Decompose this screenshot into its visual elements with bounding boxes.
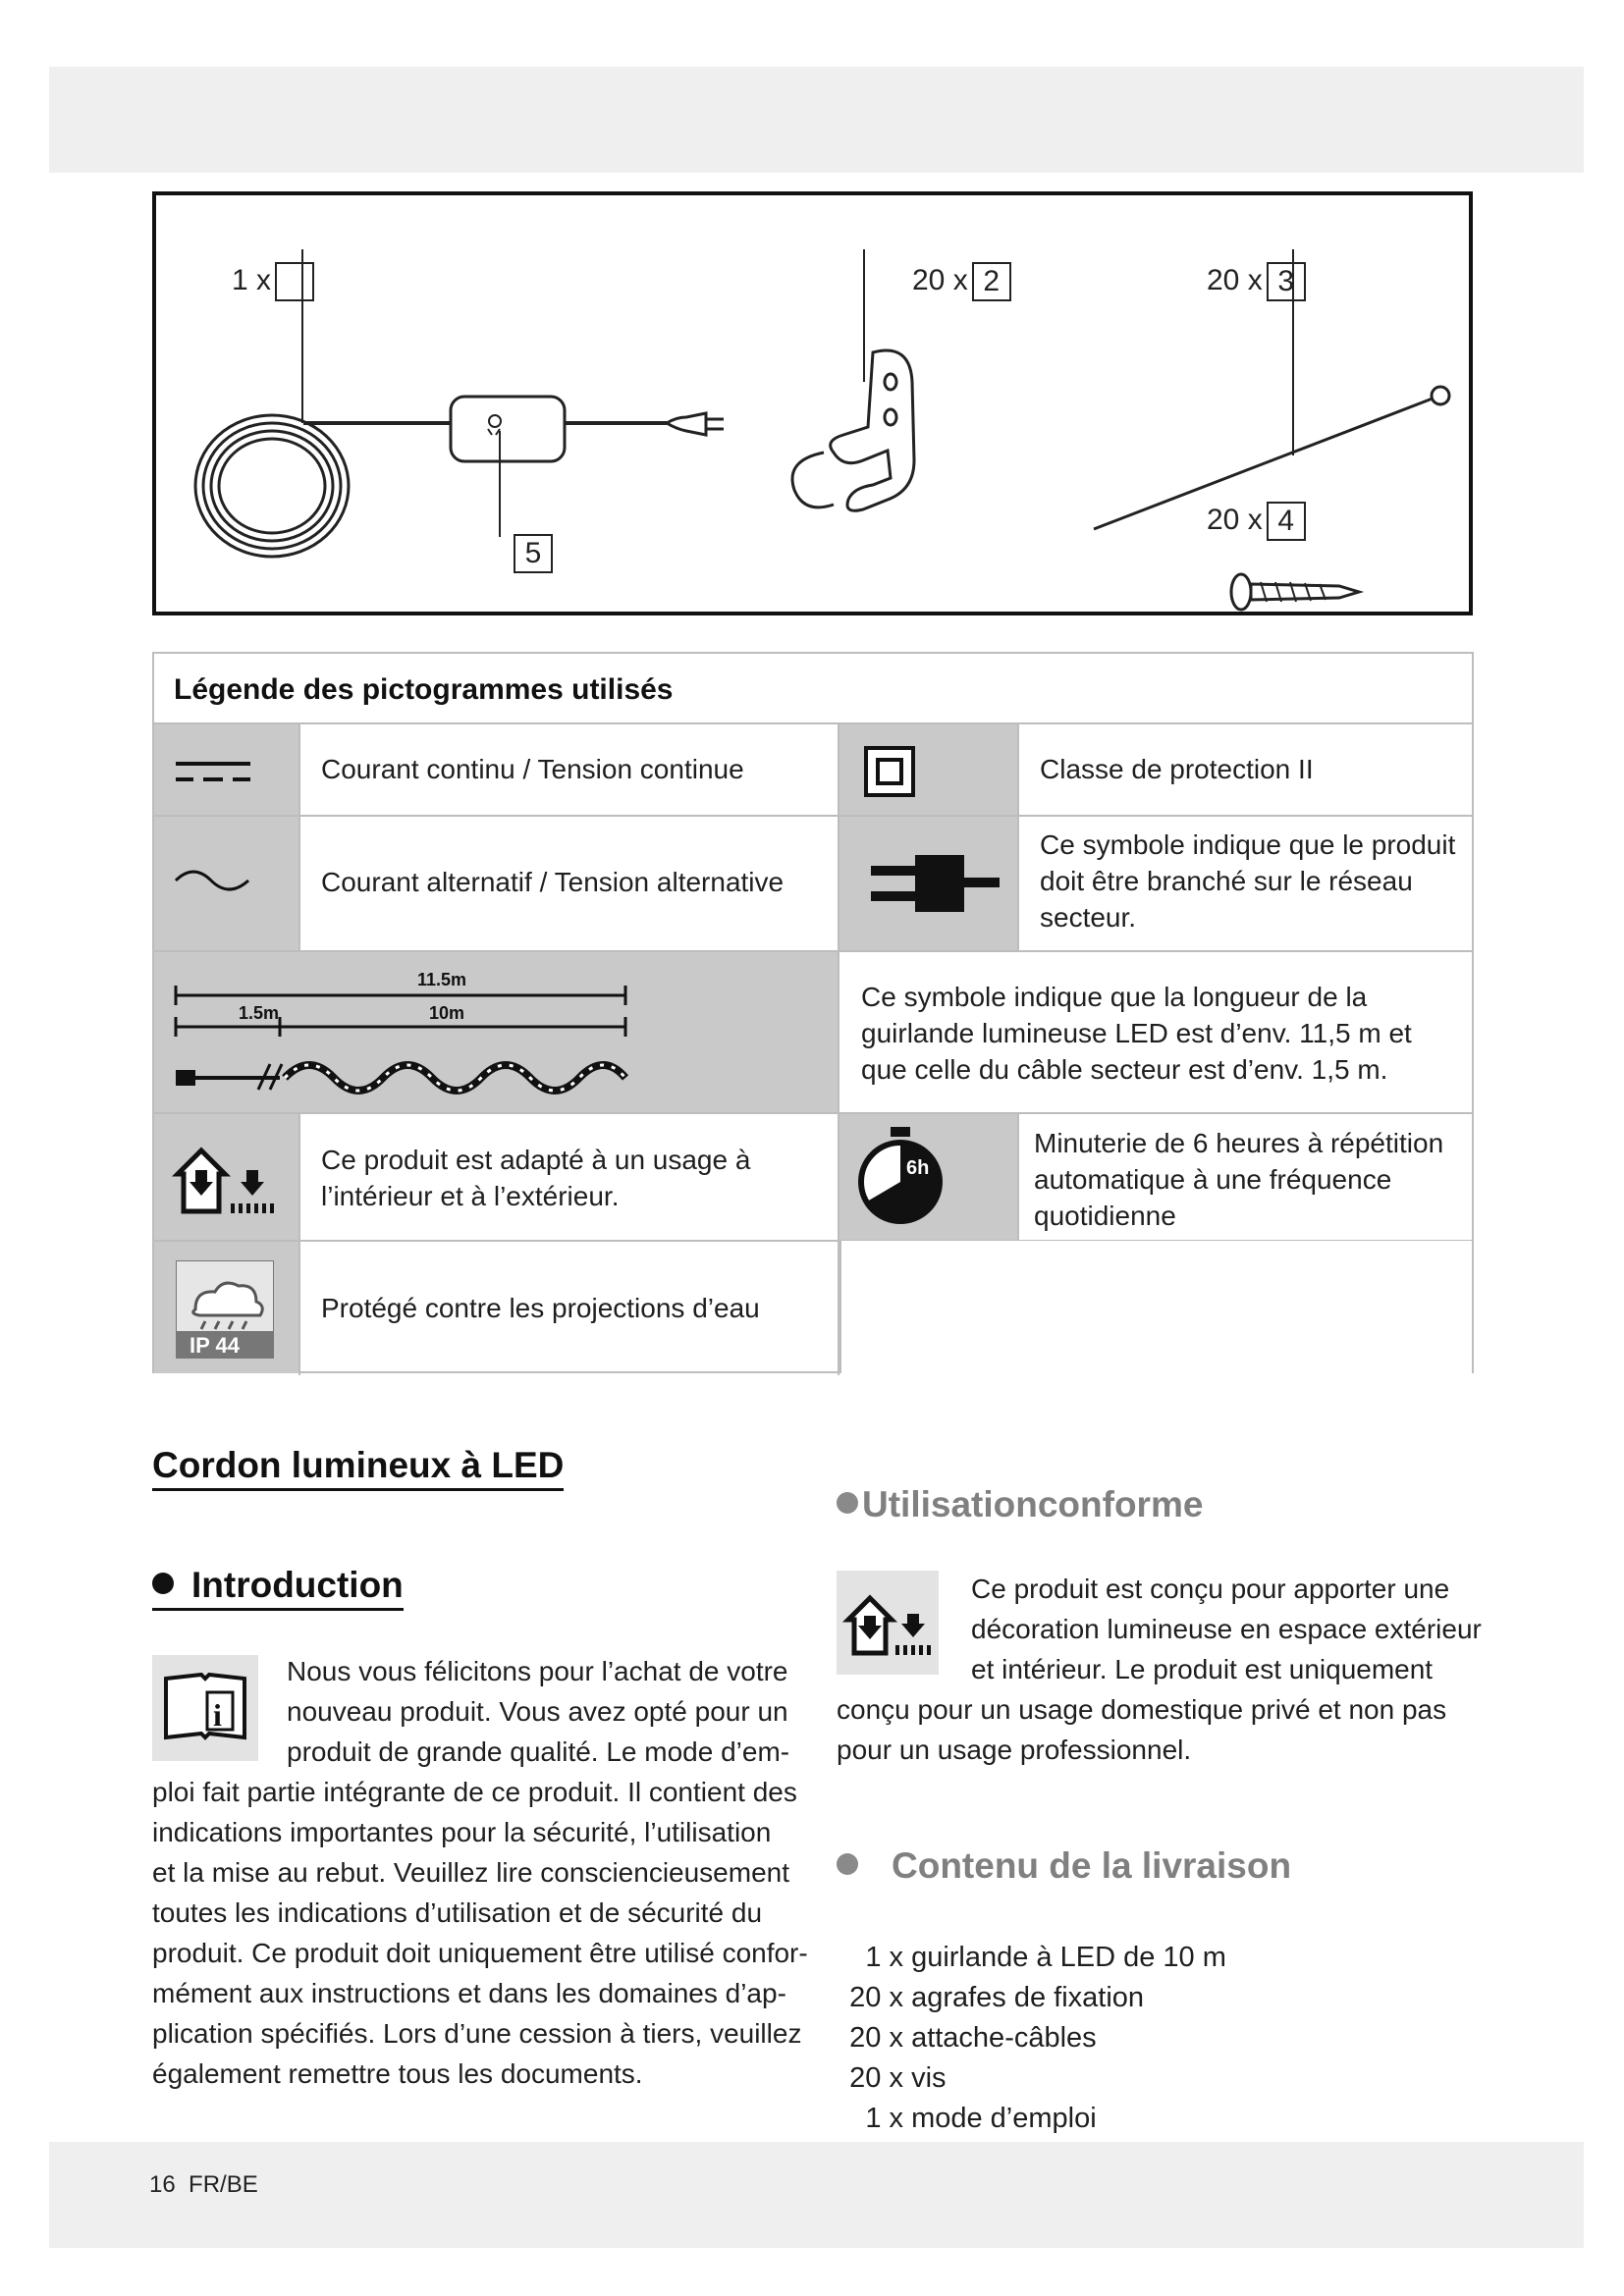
- mounting-clip-icon: [792, 350, 914, 510]
- product-overview-figure: [152, 191, 1473, 615]
- ip44-splash-icon: [176, 1260, 274, 1359]
- legend-indoor-outdoor-text: Ce produit est adapté à un usage à l’intérieur et à l’extérieur.: [321, 1145, 751, 1211]
- screw-icon: [1231, 574, 1359, 610]
- legend-timer-text: Minuterie de 6 heures à répétition automatique à une fréquence quotidienne: [1034, 1128, 1444, 1231]
- controller-label: [510, 534, 553, 573]
- legend-ac-text: Courant alternatif / Tension alternative: [321, 867, 785, 897]
- timer-value-label: 6h: [906, 1157, 930, 1179]
- length-diagram-icon: [172, 966, 633, 1103]
- pictogram-legend-table: [152, 652, 1474, 1373]
- introduction-text: Nous vous félicitons pour l’achat de votre nouveau produit. Vous avez opté pour un produit de grande qualité. Le mode d’em- ploi fait partie intégrante de ce produit. Il contient des indications importantes pour la sécurité, l’utilisation et la mise au rebut. Veuillez lire consciencieusement toutes les indications d’utilisation et de sécurité du produit. Ce produit doit uniquement être utilisé confor- mément aux instructions et dans les domaines d’ap- plication spécifiés. Lors d’une cession à tiers, veuillez également remettre tous les documents.: [152, 1656, 808, 2089]
- language-code: FR/BE: [189, 2171, 258, 2198]
- intended-use-text: Ce produit est conçu pour apporter une décoration lumineuse en espace extérieur et intérieur. Le produit est uniquement conçu pour un usage domestique privé et non pas pour un usage professionnel.: [837, 1574, 1482, 1765]
- direct-current-icon: [174, 752, 282, 791]
- list-item: 1 x mode d’emploi: [865, 2103, 1097, 2134]
- led-strip-coil-icon: [195, 415, 349, 557]
- footer-band: [49, 2142, 1584, 2248]
- length-cable-label: 1.5m: [239, 1003, 280, 1023]
- screw-label: 20 x 4: [1207, 502, 1306, 541]
- list-item: 20 x attache-câbles: [849, 2022, 1097, 2054]
- header-band: [49, 67, 1584, 173]
- indoor-outdoor-icon: [172, 1145, 285, 1218]
- protection-class-ii-icon: [863, 745, 922, 804]
- legend-length-text: Ce symbole indique que la longueur de la guirlande lumineuse LED est d’env. 11,5 m et que celle du câble secteur est d’env. 1,5 m.: [861, 982, 1412, 1085]
- strip-number-box: [275, 262, 314, 301]
- tie-number-box: 3: [1267, 262, 1306, 301]
- length-total-label: 11.5m: [417, 970, 467, 989]
- clip-label: 20 x 2: [912, 262, 1011, 301]
- legend-protection-text: Classe de protection II: [1040, 754, 1314, 784]
- delivery-contents-heading: Contenu de la livraison: [837, 1845, 1291, 1887]
- controller-number-box: 5: [514, 534, 553, 573]
- bullet-icon: [837, 1853, 858, 1875]
- strip-label: 1 x: [232, 262, 314, 301]
- product-illustration: [156, 195, 1469, 612]
- tie-label: 20 x 3: [1207, 262, 1306, 301]
- legend-splash-text: Protégé contre les projections d’eau: [321, 1293, 760, 1323]
- svg-text:i: i: [213, 1697, 222, 1733]
- legend-dc-text: Courant continu / Tension continue: [321, 754, 744, 784]
- page-number: 16: [149, 2171, 176, 2198]
- list-item: 20 x vis: [849, 2062, 947, 2094]
- controller-icon: [451, 397, 565, 461]
- timer-icon: [851, 1123, 949, 1231]
- list-item: 1 x guirlande à LED de 10 m: [865, 1942, 1226, 1973]
- alternating-current-icon: [174, 865, 252, 894]
- list-item: 20 x agrafes de fixation: [849, 1982, 1145, 2013]
- intended-use-heading: Utilisationconforme: [837, 1484, 1203, 1525]
- bullet-icon: [152, 1573, 174, 1594]
- page-footer: [149, 2171, 258, 2199]
- clip-number-box: 2: [972, 262, 1011, 301]
- length-strip-label: 10m: [429, 1003, 465, 1023]
- bullet-icon: [837, 1492, 858, 1514]
- legend-title: Légende des pictogrammes utilisés: [174, 673, 674, 706]
- legend-empty-cell: [839, 1241, 1472, 1373]
- mains-plug-symbol-icon: [856, 850, 1003, 919]
- legend-plug-text: Ce symbole indique que le produit doit être branché sur le réseau secteur.: [1040, 829, 1456, 933]
- mains-plug-icon: [667, 413, 724, 435]
- ip-rating-label: IP 44: [189, 1333, 240, 1358]
- delivery-contents-list: [837, 1938, 1226, 2139]
- screw-number-box: 4: [1267, 502, 1306, 541]
- section-title: Cordon lumineux à LED: [152, 1445, 564, 1491]
- introduction-heading: Introduction: [152, 1565, 404, 1611]
